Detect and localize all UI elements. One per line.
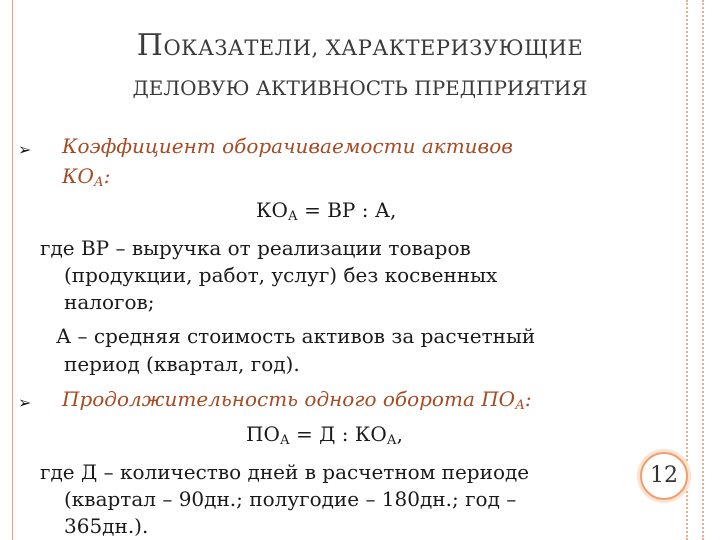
text-line: налогов; (64, 290, 155, 314)
title-line-2: ДЕЛОВУЮ АКТИВНОСТЬ ПРЕДПРИЯТИЯ (132, 76, 588, 100)
bullet-1-line2: $КО_А$: (62, 164, 111, 190)
page-number-badge: 12 (640, 452, 688, 500)
text-line: 365дн.). (64, 514, 149, 538)
text-line: А – средняя стоимость активов за расчетный (56, 324, 536, 348)
text-line: где ВР – выручка от реализации товаров (40, 236, 471, 260)
bullet-1-text: Коэффициент оборачиваемости активов (62, 134, 513, 158)
text-line: (квартал – 90дн.; полугодие – 180дн.; год – (64, 487, 517, 511)
text-line: где Д – количество дней в расчетном периоде (40, 460, 530, 484)
left-border-line (12, 0, 13, 540)
formula-poa: $ПО_А = Д$ : $КО_А$, (246, 422, 403, 448)
title-line-1: ПОКАЗАТЕЛИ, ХАРАКТЕРИЗУЮЩИЕ (136, 28, 584, 63)
right-decorative-border (686, 0, 704, 540)
bullet-arrow-icon: ➢ (18, 140, 32, 159)
text-line: период (квартал, год). (64, 352, 300, 376)
bullet-2-text: Продолжительность одного оборота $ПО_А$: (62, 387, 532, 413)
formula-koa: $КО_А$ = ВР : А, (256, 198, 397, 224)
text-line: (продукции, работ, услуг) без косвенных (64, 263, 498, 287)
bullet-arrow-icon: ➢ (18, 393, 32, 412)
